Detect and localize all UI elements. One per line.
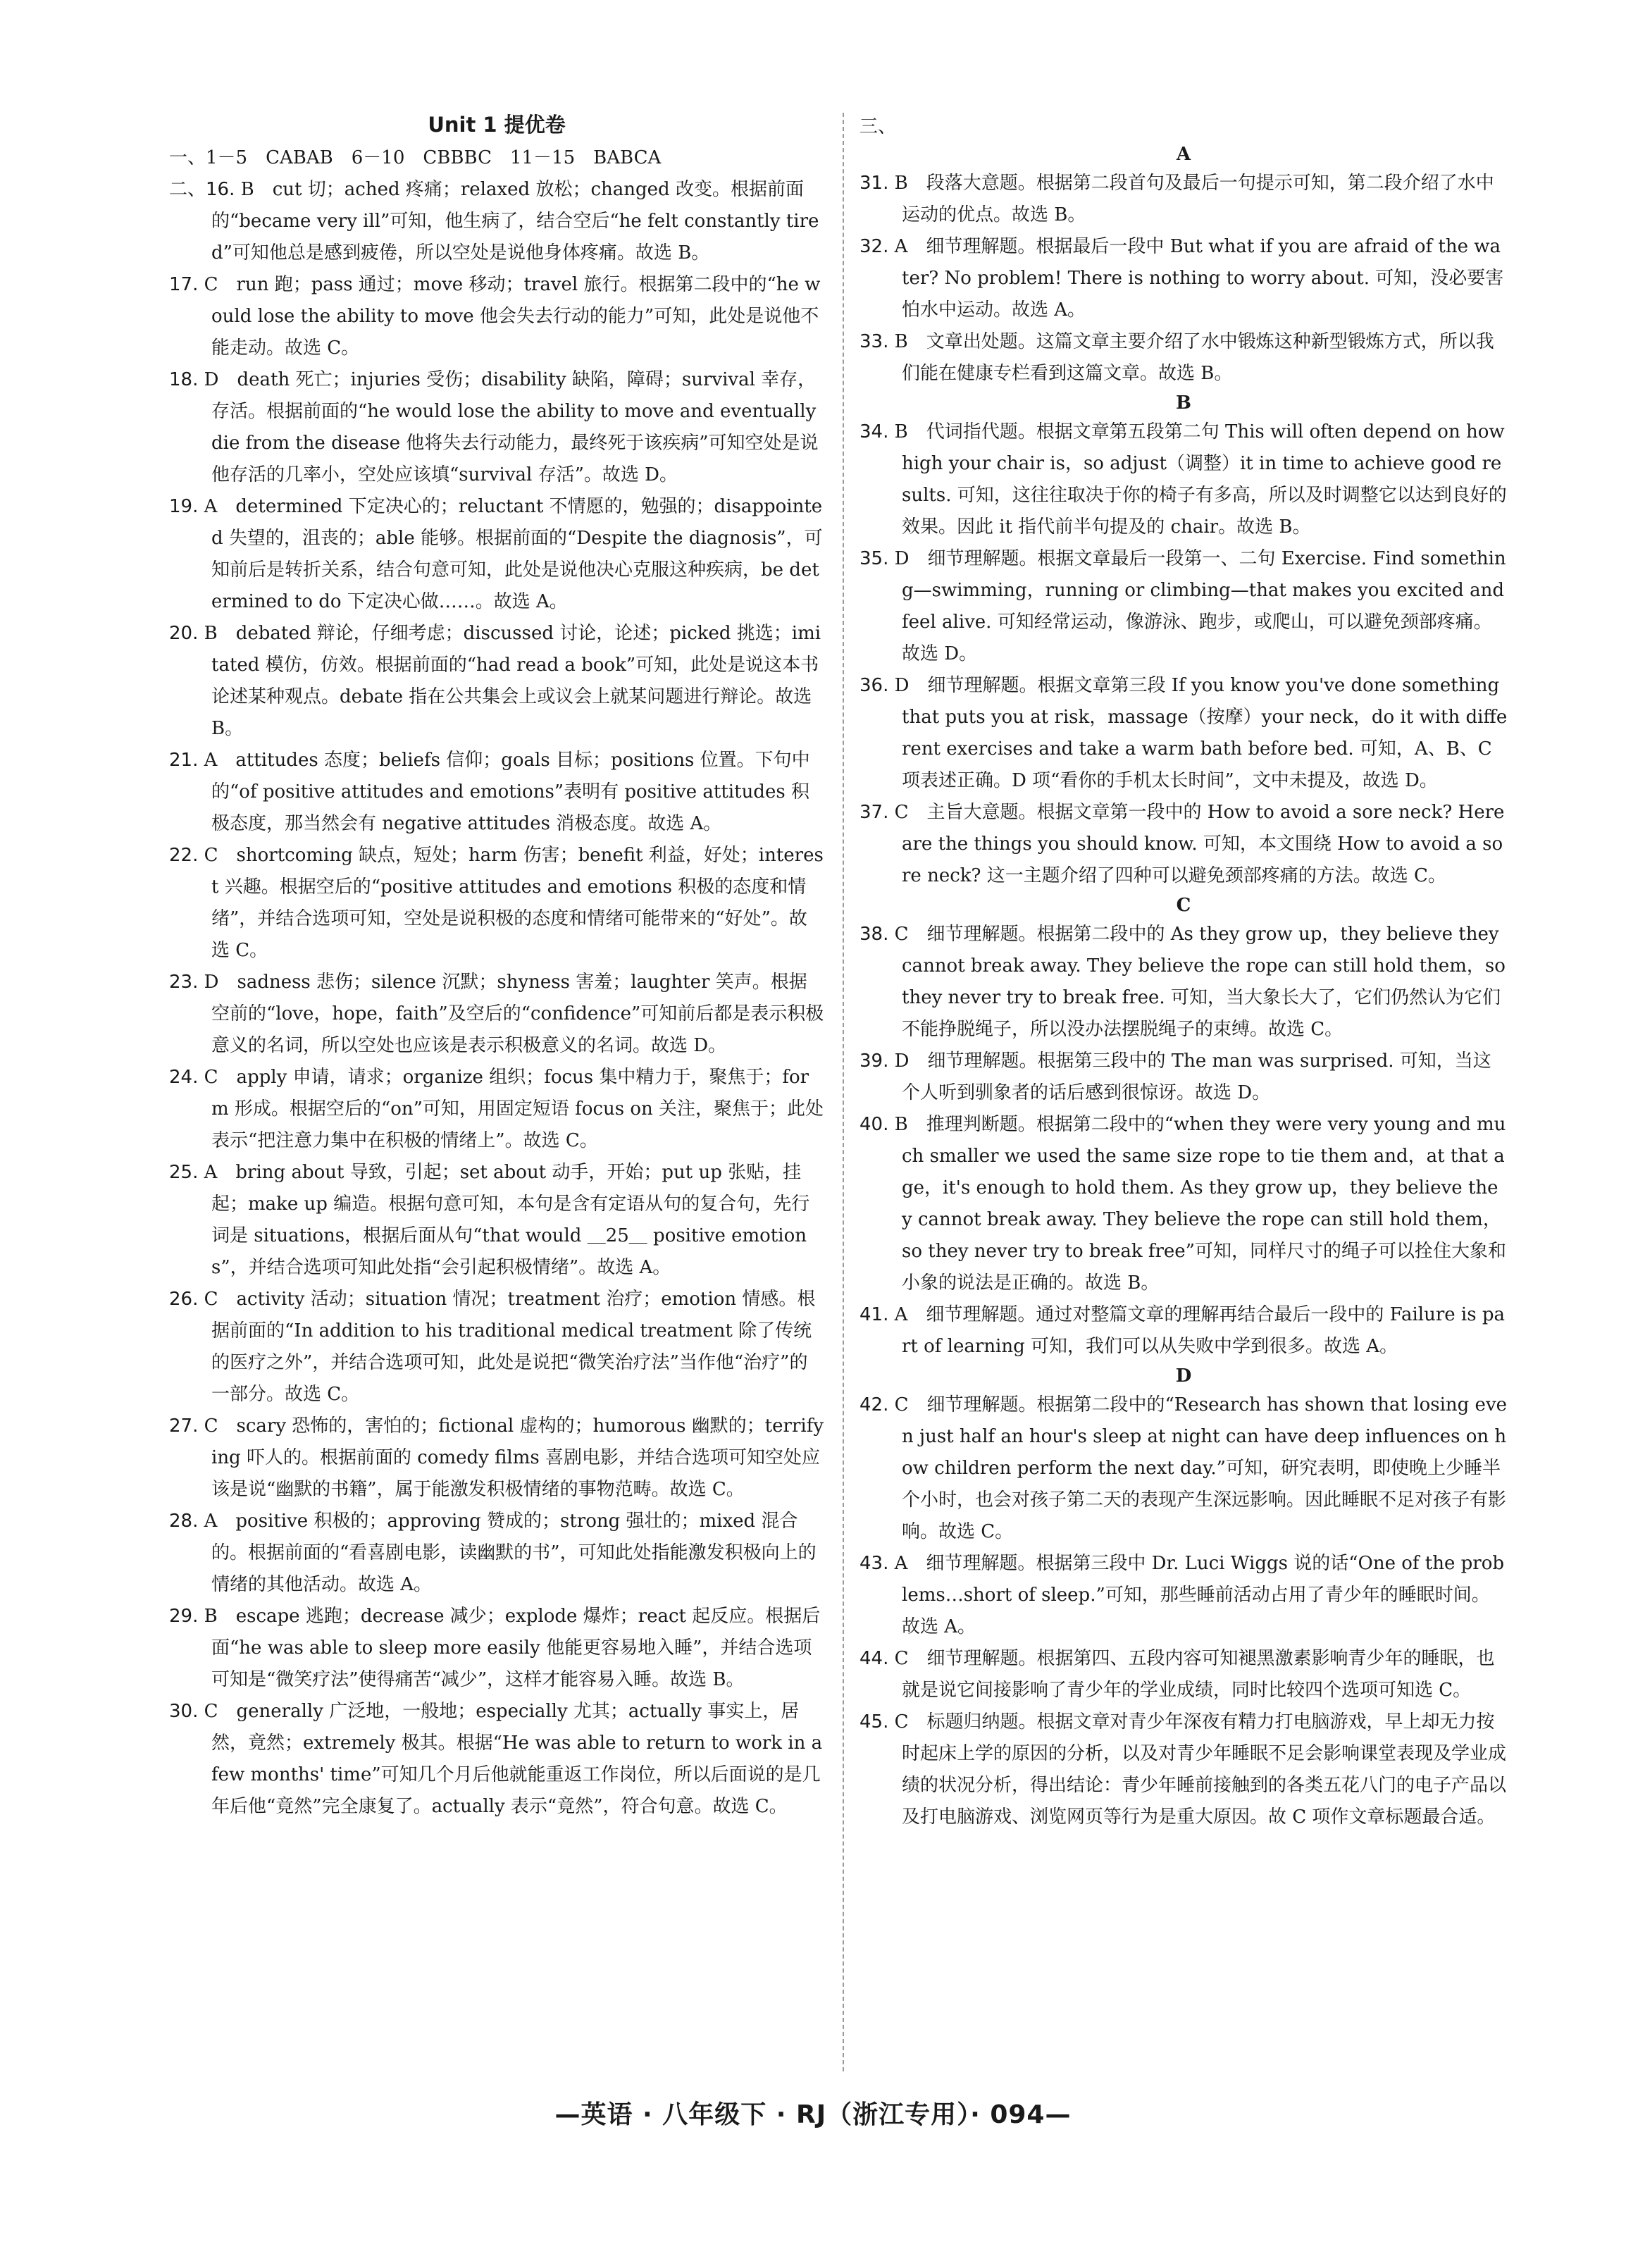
question-number: 21. <box>169 750 199 771</box>
column-divider <box>843 113 844 2071</box>
question-number: 32. <box>859 236 889 257</box>
explanation-text: A 细节理解题。根据最后一段中 But what if you are afraid of the water? No problem! There is nothing to worry about. 可知，没必要害怕水中运动。故选 A。 <box>894 236 1504 321</box>
question-number: 29. <box>169 1606 199 1627</box>
explanation-text: C activity 活动；situation 情况；treatment 治疗；emotion 情感。根据前面的“In addition to his traditional medical treatment 除了传统的医疗之外”，并结合选项可知，此处是说把“微笑治疗法”当作他“治疗”的一部分。故选 C。 <box>204 1289 816 1405</box>
answer-entry <box>169 1506 824 1601</box>
explanation-text: C 细节理解题。根据第四、五段内容可知褪黑激素影响青少年的睡眠，也就是说它间接影响了青少年的学业成绩，同时比较四个选项可知选 C。 <box>894 1648 1495 1701</box>
explanation-text: D 细节理解题。根据第三段中的 The man was surprised. 可知，当这个人听到驯象者的话后感到很惊讶。故选 D。 <box>894 1051 1491 1103</box>
question-number: 34. <box>859 421 889 442</box>
left-column <box>169 113 824 1823</box>
explanation-text: B debated 辩论，仔细考虑；discussed 讨论，论述；picked 挑选；imitated 模仿，仿效。根据前面的“had read a book”可知，此处是说这本书论述某种观点。debate 指在公共集会上或议会上就某问题进行辩论。故选 B。 <box>204 623 821 739</box>
explanation-text: C 标题归纳题。根据文章对青少年深夜有精力打电脑游戏，早上却无力按时起床上学的原因的分析，以及对青少年睡眠不足会影响课堂表现及学业成绩的状况分析，得出结论：青少年睡前接触到的各类五花八门的电子产品以及打电脑游戏、浏览网页等行为是重大原因。故 C 项作文章标题最合适。 <box>894 1711 1507 1828</box>
answer-entry <box>169 1062 824 1157</box>
page-title: Unit 1 提优卷 <box>428 113 566 137</box>
explanation-text: C run 跑；pass 通过；move 移动；travel 旅行。根据第二段中的“he would lose the ability to move 他会失去行动的能力”可知，此处是说他不能走动。故选 C。 <box>204 274 821 359</box>
answer-entry <box>859 1046 1508 1109</box>
question-number: 25. <box>169 1162 199 1183</box>
answer-entry <box>859 416 1508 543</box>
explanation-text: C scary 恐怖的，害怕的；fictional 虚构的；humorous 幽默的；terrifying 吓人的。根据前面的 comedy films 喜剧电影，并结合选项可知空处应该是说“幽默的书籍”，属于能激发积极情绪的事物范畴。故选 C。 <box>204 1415 824 1500</box>
answer-entry <box>169 1157 824 1284</box>
passage-label: D <box>1175 1365 1192 1387</box>
question-number: 31. <box>859 173 889 194</box>
question-number: 45. <box>859 1711 889 1733</box>
answer-entry <box>169 745 824 840</box>
question-number: 38. <box>859 924 889 945</box>
page-footer: —英语 · 八年级下 · RJ（浙江专用）· 094— <box>554 2100 1072 2129</box>
answer-entry <box>859 168 1508 231</box>
question-number: 23. <box>169 972 199 993</box>
explanation-text: A positive 积极的；approving 赞成的；strong 强壮的；mixed 混合的。根据前面的“看喜剧电影，读幽默的书”，可知此处指能激发积极向上的情绪的其他活动。故选 A。 <box>204 1511 817 1595</box>
question-number: 27. <box>169 1415 199 1437</box>
explanation-text: A 细节理解题。根据第三段中 Dr. Luci Wiggs 说的话“One of the problems…short of sleep.”可知，那些睡前活动占用了青少年的睡眠时间。故选 A。 <box>894 1553 1505 1637</box>
answer-entry <box>859 231 1508 326</box>
passage-label: A <box>1176 144 1191 165</box>
section-two-label: 二、 <box>169 179 206 200</box>
answer-entry <box>859 1548 1508 1643</box>
explanation-text: B 段落大意题。根据第二段首句及最后一句提示可知，第二段介绍了水中运动的优点。故选 B。 <box>894 173 1494 225</box>
explanation-text: A 细节理解题。通过对整篇文章的理解再结合最后一段中的 Failure is part of learning 可知，我们可以从失败中学到很多。故选 A。 <box>894 1304 1505 1357</box>
explanation-text: B escape 逃跑；decrease 减少；explode 爆炸；react 起反应。根据后面“he was able to sleep more easily 他能更容易地入睡”，并结合选项可知是“微笑疗法”使得痛苦“减少”，这样才能容易入睡。故选 B。 <box>204 1606 821 1690</box>
explanation-text: D 细节理解题。根据文章最后一段第一、二句 Exercise. Find something—swimming，running or climbing—that makes you excited and feel alive. 可知经常运动，像游泳、跑步，或爬山，可以避免颈部疼痛。故选 D。 <box>894 548 1506 664</box>
answer-entry <box>169 618 824 745</box>
section-three-heading: 三、 <box>859 116 897 137</box>
question-number: 36. <box>859 675 889 696</box>
answer-entry <box>859 543 1508 670</box>
answer-entry <box>169 364 824 491</box>
explanation-text: C 主旨大意题。根据文章第一段中的 How to avoid a sore neck? Here are the things you should know. 可知，本文围绕 How to avoid a sore neck? 这一主题介绍了四种可以避免颈部疼痛的方法。故选 C。 <box>894 802 1505 886</box>
answer-entry <box>859 797 1508 892</box>
question-number: 22. <box>169 845 199 866</box>
question-number: 33. <box>859 331 889 352</box>
answer-entry <box>859 1299 1508 1363</box>
question-number: 17. <box>169 274 199 295</box>
explanation-text: B cut 切；ached 疼痛；relaxed 放松；changed 改变。根据前面的“became very ill”可知，他生病了，结合空后“he felt constantly tired”可知他总是感到疲倦，所以空处是说他身体疼痛。故选 B。 <box>211 179 819 264</box>
explanation-text: C shortcoming 缺点，短处；harm 伤害；benefit 利益，好处；interest 兴趣。根据空后的“positive attitudes and emotions 积极的态度和情绪”，并结合选项可知，空处是说积极的态度和情绪可能带来的“好处”。故选 C。 <box>204 845 824 961</box>
explanation-text: B 推理判断题。根据第二段中的“when they were very young and much smaller we used the same size rope to tie them and，at that age，it's enough to hold them. As they grow up，they believe they cannot break away. They believe the rope can still hold them，so they never try to break free”可知，同样尺寸的绳子可以拴住大象和小象的说法是正确的。故选 B。 <box>894 1114 1506 1294</box>
right-column <box>859 113 1508 1833</box>
answer-entry <box>859 1109 1508 1299</box>
question-number: 20. <box>169 623 199 644</box>
question-number: 39. <box>859 1051 889 1072</box>
passage-label: C <box>1176 895 1191 916</box>
explanation-text: A determined 下定决心的；reluctant 不情愿的，勉强的；disappointed 失望的，沮丧的；able 能够。根据前面的“Despite the diagnosis”，可知前后是转折关系，结合句意可知，此处是说他决心克服这种疾病，be determined to do 下定决心做……。故选 A。 <box>204 496 823 612</box>
question-number: 43. <box>859 1553 889 1574</box>
explanation-text: D sadness 悲伤；silence 沉默；shyness 害羞；laughter 笑声。根据空前的“love，hope，faith”及空后的“confidence”可知前后都是表示积极意义的名词，所以空处也应该是表示积极意义的名词。故选 D。 <box>204 972 824 1056</box>
explanation-text: C apply 申请，请求；organize 组织；focus 集中精力于，聚焦于；form 形成。根据空后的“on”可知，用固定短语 focus on 关注，聚焦于；此处表示“把注意力集中在积极的情绪上”。故选 C。 <box>204 1067 824 1151</box>
answer-entry <box>169 1696 824 1823</box>
explanation-text: A bring about 导致，引起；set about 动手，开始；put up 张贴，挂起；make up 编造。根据句意可知，本句是含有定语从句的复合句，先行词是 situations，根据后面从句“that would ＿25＿ positive emotions”，并结合选项可知此处指“会引起积极情绪”。故选 A。 <box>204 1162 810 1278</box>
answer-entry <box>859 670 1508 797</box>
question-number: 18. <box>169 369 199 390</box>
explanation-text: C generally 广泛地，一般地；especially 尤其；actually 事实上，居然，竟然；extremely 极其。根据“He was able to return to work in a few months' time”可知几个月后他就能重返工作岗位，所以后面说的是几年后他“竟然”完全康复了。actually 表示“竟然”，符合句意。故选 C。 <box>204 1701 823 1817</box>
question-number: 42. <box>859 1394 889 1415</box>
question-number: 37. <box>859 802 889 823</box>
explanation-text: B 代词指代题。根据文章第五段第二句 This will often depend on how high your chair is，so adjust（调整）it in time to achieve good results. 可知，这往往取决于你的椅子有多高，所以及时调整它以达到良好的效果。因此 it 指代前半句提及的 chair。故选 B。 <box>894 421 1507 538</box>
answer-entry <box>859 326 1508 390</box>
explanation-text: D death 死亡；injuries 受伤；disability 缺陷，障碍；survival 幸存，存活。根据前面的“he would lose the ability to move and eventually die from the disease 他将失去行动能力，最终死于该疾病”可知空处是说他存活的几率小，空处应该填“survival 存活”。故选 D。 <box>204 369 819 485</box>
answer-entry <box>859 919 1508 1046</box>
question-number: 26. <box>169 1289 199 1310</box>
answer-entry <box>169 1284 824 1411</box>
passage-label: B <box>1176 392 1191 414</box>
question-number: 40. <box>859 1114 889 1135</box>
question-number: 30. <box>169 1701 199 1722</box>
answer-entry <box>169 491 824 618</box>
question-number: 28. <box>169 1511 199 1532</box>
explanation-text: C 细节理解题。根据第二段中的“Research has shown that losing even just half an hour's sleep at night can have deep influences on how children perform the next day.”可知，研究表明，即使晚上少睡半个小时，也会对孩子第二天的表现产生深远影响。因此睡眠不足对孩子有影响。故选 C。 <box>894 1394 1508 1542</box>
reading-groups <box>859 141 1508 1833</box>
answer-entry <box>859 1706 1508 1833</box>
answer-entry <box>169 967 824 1062</box>
section-two-entries <box>169 174 824 1823</box>
question-number: 35. <box>859 548 889 569</box>
answer-entry <box>859 1643 1508 1706</box>
answer-entry <box>859 1389 1508 1548</box>
question-number: 24. <box>169 1067 199 1088</box>
explanation-text: A attitudes 态度；beliefs 信仰；goals 目标；positions 位置。下句中的“of positive attitudes and emotions”表明有 positive attitudes 积极态度，那当然会有 negative attitudes 消极态度。故选 A。 <box>204 750 810 834</box>
question-number: 44. <box>859 1648 889 1669</box>
question-number: 41. <box>859 1304 889 1325</box>
answer-entry <box>169 269 824 364</box>
answer-entry <box>169 840 824 967</box>
question-number: 16. <box>206 179 235 200</box>
answer-entry <box>169 1601 824 1696</box>
answer-entry <box>169 1411 824 1506</box>
explanation-text: B 文章出处题。这篇文章主要介绍了水中锻炼这种新型锻炼方式，所以我们能在健康专栏看到这篇文章。故选 B。 <box>894 331 1494 384</box>
explanation-text: C 细节理解题。根据第二段中的 As they grow up，they believe they cannot break away. They believe the rope can still hold them，so they never try to break free. 可知，当大象长大了，它们仍然认为它们不能挣脱绳子，所以没办法摆脱绳子的束缚。故选 C。 <box>894 924 1506 1040</box>
question-number: 19. <box>169 496 199 517</box>
explanation-text: D 细节理解题。根据文章第三段 If you know you've done something that puts you at risk，massage（按摩）your neck，do it with different exercises and take a warm bath before bed. 可知，A、B、C 项表述正确。D 项“看你的手机太长时间”，文中未提及，故选 D。 <box>894 675 1508 791</box>
section-one-answers: 一、1－5 CABAB 6－10 CBBBC 11－15 BABCA <box>169 147 662 168</box>
answer-entry <box>169 174 824 269</box>
